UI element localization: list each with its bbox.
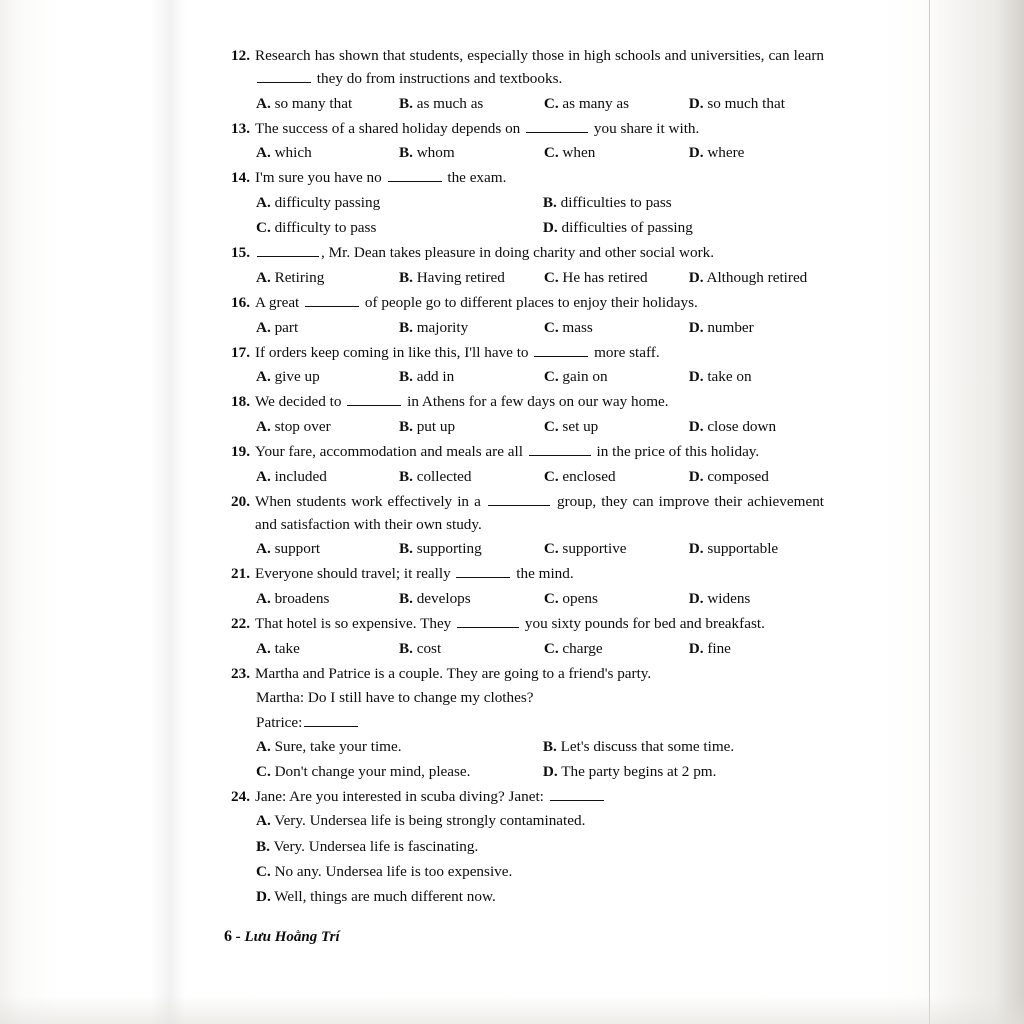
options-15 (224, 266, 824, 289)
page-gutter-shadow (150, 0, 186, 1024)
options-20 (224, 537, 824, 560)
option-c[interactable]: C. gain on (543, 368, 608, 386)
options-14-row2 (224, 216, 824, 239)
page-outer-edge (928, 0, 1024, 1024)
question-text: A great of people go to different places to enjoy their holidays. (255, 293, 698, 311)
options-12 (224, 92, 824, 115)
question-text: Your fare, accommodation and meals are all in the price of this holiday. (255, 443, 760, 460)
answer-blank (388, 168, 442, 183)
dialog-line-patrice: Patrice: (224, 711, 824, 734)
option-a[interactable]: A. Very. Undersea life is being strongly contaminated. (256, 812, 586, 830)
answer-blank (304, 712, 358, 727)
option-a[interactable]: A. part (256, 318, 299, 336)
question-text: Everyone should travel; it really the mind. (255, 565, 574, 583)
question-14 (224, 166, 824, 189)
option-b[interactable]: B. supporting (398, 540, 482, 558)
options-19 (224, 465, 824, 488)
question-number: 14. (231, 169, 250, 187)
option-c[interactable]: C. supportive (543, 540, 627, 558)
question-12 (224, 44, 824, 90)
option-d[interactable]: D. difficulties of passing (542, 219, 693, 237)
option-a[interactable]: A. Sure, take your time. (256, 737, 402, 755)
option-d[interactable]: D. so much that (688, 94, 785, 112)
question-19 (224, 440, 824, 463)
question-number: 19. (231, 443, 250, 460)
question-text: When students work effectively in a group, they can improve their achievement and satisfaction with their own study. (255, 492, 825, 533)
option-b[interactable]: B. difficulties to pass (542, 194, 672, 212)
footer-author: - Lưu Hoằng Trí (235, 929, 340, 945)
question-16 (224, 291, 824, 314)
option-c[interactable]: C. opens (543, 590, 598, 608)
question-13 (224, 117, 824, 140)
option-a[interactable]: A. support (256, 540, 321, 558)
option-d[interactable]: D. fine (688, 639, 731, 657)
options-14-row1 (224, 191, 824, 214)
option-c[interactable]: C. difficulty to pass (256, 219, 377, 237)
question-15 (224, 241, 824, 264)
answer-blank (257, 68, 311, 83)
dialog-line-martha: Martha: Do I still have to change my clothes? (256, 689, 534, 707)
question-text: Research has shown that students, especially those in high schools and universities, can learn they do from instructions and textbooks. (255, 47, 824, 88)
options-24 (224, 809, 824, 907)
options-16 (224, 316, 824, 339)
question-stem: Jane: Are you interested in scuba diving? Janet: (255, 785, 824, 808)
option-b[interactable]: B. Let's discuss that some time. (542, 737, 735, 755)
option-c[interactable]: C. Don't change your mind, please. (256, 762, 471, 780)
question-number: 24. (231, 787, 250, 805)
options-13 (224, 141, 824, 164)
option-b[interactable]: B. collected (398, 467, 472, 485)
option-b[interactable]: B. as much as (398, 94, 484, 112)
answer-blank (457, 613, 519, 628)
option-d[interactable]: D. Well, things are much different now. (256, 887, 496, 905)
answer-blank (550, 786, 604, 801)
question-number: 22. (231, 615, 250, 633)
question-number: 17. (231, 343, 250, 361)
question-number: 18. (231, 393, 250, 411)
answer-blank (529, 441, 591, 456)
option-a[interactable]: A. give up (256, 368, 320, 386)
option-b[interactable]: B. put up (398, 417, 456, 435)
answer-blank (456, 564, 510, 579)
option-a[interactable]: A. broadens (256, 590, 330, 608)
option-a[interactable]: A. take (256, 639, 300, 657)
question-20 (224, 490, 824, 536)
answer-blank (257, 242, 319, 257)
option-d[interactable]: D. widens (688, 590, 751, 608)
page-footer (224, 928, 340, 946)
options-18 (224, 415, 824, 438)
option-b[interactable]: B. develops (398, 590, 471, 608)
question-text: That hotel is so expensive. They you sixty pounds for bed and breakfast. (255, 615, 765, 633)
option-b[interactable]: B. add in (398, 368, 455, 386)
question-number: 15. (231, 244, 250, 262)
option-a[interactable]: A. difficulty passing (256, 194, 381, 212)
options-23-row1 (224, 735, 824, 758)
option-d[interactable]: D. supportable (688, 540, 779, 558)
question-text: , Mr. Dean takes pleasure in doing charity and other social work. (255, 241, 824, 264)
option-d[interactable]: D. The party begins at 2 pm. (542, 762, 717, 780)
question-text: If orders keep coming in like this, I'll have to more staff. (255, 343, 660, 361)
answer-blank (305, 292, 359, 307)
options-17 (224, 365, 824, 388)
option-a[interactable]: A. Retiring (256, 268, 325, 286)
question-24 (224, 785, 824, 808)
options-22 (224, 637, 824, 660)
option-b[interactable]: B. Very. Undersea life is fascinating. (256, 837, 479, 855)
option-c[interactable]: C. enclosed (543, 467, 616, 485)
question-text: We decided to in Athens for a few days on our way home. (255, 393, 669, 411)
question-number: 20. (231, 492, 250, 510)
question-number: 13. (231, 119, 250, 137)
answer-blank (488, 491, 550, 506)
option-c[interactable]: C. No any. Undersea life is too expensive. (256, 862, 513, 880)
question-17 (224, 341, 824, 364)
option-b[interactable]: B. Having retired (398, 268, 505, 286)
question-23 (224, 662, 824, 685)
option-c[interactable]: C. mass (543, 318, 593, 336)
question-number: 23. (231, 664, 250, 682)
option-a[interactable]: A. which (256, 144, 312, 162)
option-a[interactable]: A. stop over (256, 417, 331, 435)
option-b[interactable]: B. majority (398, 318, 469, 336)
option-a[interactable]: A. so many that (256, 94, 353, 112)
answer-blank (534, 342, 588, 357)
option-c[interactable]: C. He has retired (543, 268, 648, 286)
option-a[interactable]: A. included (256, 467, 327, 485)
option-d[interactable]: D. take on (688, 368, 752, 386)
options-21 (224, 587, 824, 610)
option-c[interactable]: C. charge (543, 639, 603, 657)
question-text: I'm sure you have no the exam. (255, 169, 507, 187)
answer-blank (347, 391, 401, 406)
option-c[interactable]: C. when (543, 144, 596, 162)
option-d[interactable]: D. composed (688, 467, 769, 485)
option-b[interactable]: B. whom (398, 144, 455, 162)
question-18 (224, 390, 824, 413)
options-23-row2 (224, 760, 824, 783)
option-d[interactable]: D. number (688, 318, 754, 336)
question-21 (224, 562, 824, 585)
question-number: 21. (231, 565, 250, 583)
page-number: 6 (224, 928, 232, 945)
option-c[interactable]: C. as many as (543, 94, 630, 112)
page-bottom-edge (0, 996, 1024, 1024)
question-text: The success of a shared holiday depends on you share it with. (255, 119, 700, 137)
answer-blank (526, 118, 588, 133)
option-d[interactable]: D. where (688, 144, 745, 162)
option-b[interactable]: B. cost (398, 639, 442, 657)
page-edge-line (929, 0, 930, 1024)
option-c[interactable]: C. set up (543, 417, 599, 435)
option-d[interactable]: D. Although retired (688, 268, 808, 286)
question-number: 12. (231, 47, 250, 64)
question-stem: Martha and Patrice is a couple. They are going to a friend's party. (255, 664, 652, 682)
question-22 (224, 612, 824, 635)
exercise-list (224, 44, 824, 910)
option-d[interactable]: D. close down (688, 417, 777, 435)
question-number: 16. (231, 293, 250, 311)
